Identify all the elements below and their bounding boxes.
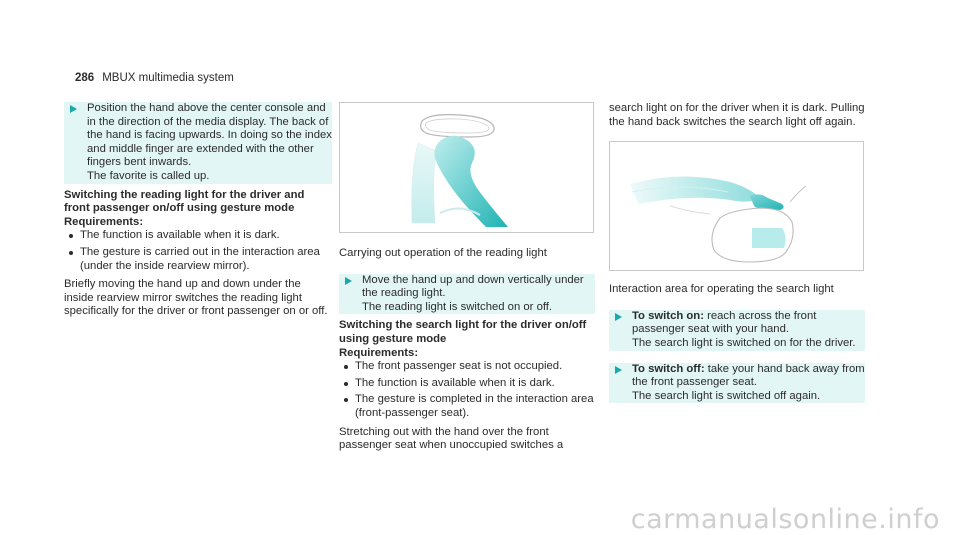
instruction-step — [339, 274, 595, 315]
step-text: Move the hand up and down vertically under the reading light. — [362, 273, 584, 300]
page-number: 286 — [75, 72, 95, 84]
requirements-label: Requirements: — [339, 346, 419, 359]
list-item — [339, 360, 595, 374]
step-result: The reading light is switched on or off. — [362, 300, 553, 313]
bullet-icon — [69, 251, 73, 255]
list-item — [64, 246, 332, 273]
step-arrow-icon — [615, 366, 622, 374]
step-arrow-icon — [615, 313, 622, 321]
bullet-icon — [344, 365, 348, 369]
list-item-text: The function is available when it is dark. — [355, 376, 555, 389]
requirements-list — [64, 229, 332, 273]
section-heading: Switching the search light for the driver on/off using gesture mode — [339, 319, 587, 345]
list-item-text: The gesture is completed in the interaction area (front-passenger seat). — [355, 393, 594, 419]
bullet-icon — [69, 234, 73, 238]
instruction-step — [64, 102, 332, 184]
list-item — [339, 393, 595, 420]
list-item-text: The function is available when it is dark. — [80, 229, 280, 242]
step-result: The favorite is called up. — [87, 169, 210, 182]
requirements-label: Requirements: — [64, 215, 144, 228]
step-text: Position the hand above the center console and in the direction of the media display. The back of the hand is facing upwards. In doing so the index and middle finger are extended with the other fingers bent inwards. — [87, 102, 332, 169]
list-item — [339, 377, 595, 391]
column-2 — [339, 102, 595, 453]
search-light-illustration — [609, 141, 864, 271]
step-label: To switch on: — [632, 309, 704, 322]
watermark: carmanualsonline.info — [630, 504, 940, 535]
bullet-icon — [344, 398, 348, 402]
reading-light-gesture-icon — [340, 103, 593, 232]
body-paragraph: search light on for the driver when it is dark. Pulling the hand back switches the search light off again. — [609, 102, 865, 128]
column-1 — [64, 102, 332, 319]
page-header — [75, 72, 234, 86]
body-paragraph: Stretching out with the hand over the front passenger seat when unoccupied switches a — [339, 425, 564, 452]
step-instruction: reach across the front passenger seat with your hand. — [632, 309, 817, 336]
bullet-icon — [344, 382, 348, 386]
list-item — [64, 229, 332, 243]
page-header-title: MBUX multimedia system — [102, 72, 234, 84]
step-arrow-icon — [345, 277, 352, 285]
instruction-step-switch-on — [609, 310, 865, 351]
step-label: To switch off: — [632, 362, 705, 375]
figure-caption: Interaction area for operating the search light — [609, 283, 834, 296]
requirements-list — [339, 360, 595, 420]
step-result: The search light is switched off again. — [632, 389, 821, 402]
step-instruction: take your hand back away from the front passenger seat. — [632, 362, 865, 389]
search-light-gesture-icon — [610, 142, 863, 270]
list-item-text: The gesture is carried out in the interaction area (under the inside rearview mirror). — [80, 245, 320, 272]
section-heading: Switching the reading light for the driver and front passenger on/off using gesture mode — [64, 188, 305, 215]
column-3 — [609, 102, 865, 403]
figure-caption: Carrying out operation of the reading light — [339, 247, 547, 259]
step-text — [632, 310, 865, 337]
step-text — [632, 363, 865, 390]
instruction-step-switch-off — [609, 363, 865, 404]
list-item-text: The front passenger seat is not occupied. — [355, 360, 563, 373]
step-result: The search light is switched on for the driver. — [632, 336, 856, 349]
reading-light-illustration — [339, 102, 594, 233]
body-paragraph: Briefly moving the hand up and down under the inside rearview mirror switches the reading light specifically for the driver or front passenger on or off. — [64, 278, 328, 318]
step-arrow-icon — [70, 105, 77, 113]
